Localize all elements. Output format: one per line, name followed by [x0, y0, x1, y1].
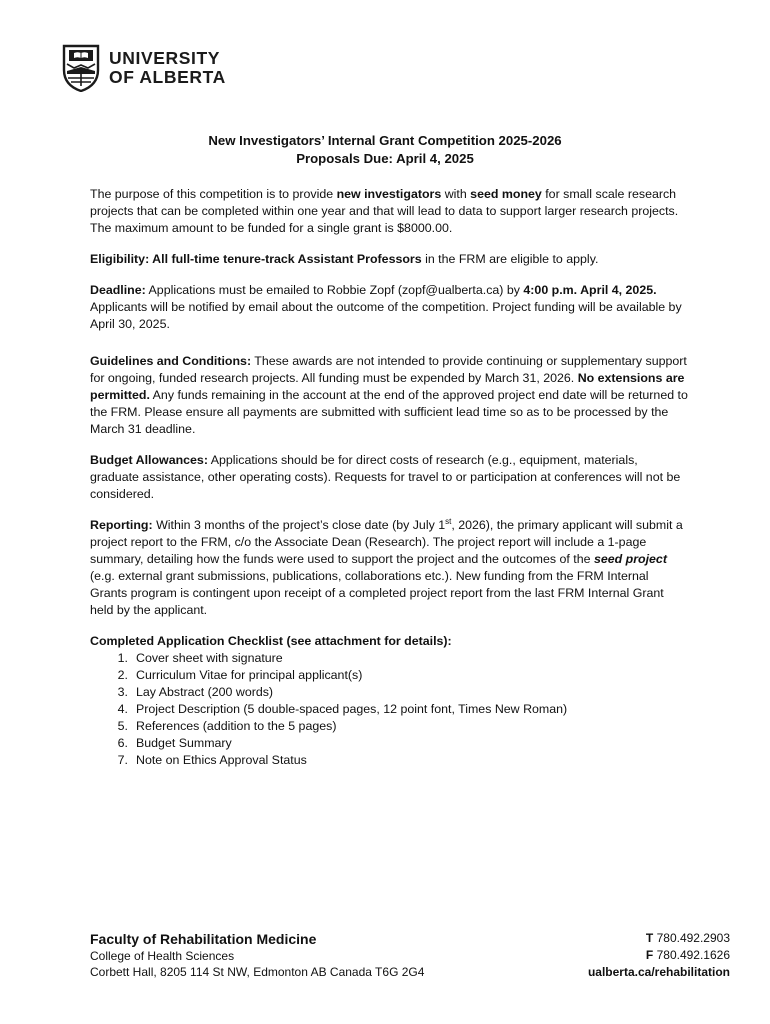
checklist-heading-text: Completed Application Checklist (see attachment for details):	[90, 634, 452, 648]
checklist-heading	[90, 633, 688, 650]
reporting-paragraph	[90, 517, 688, 619]
list-item	[90, 684, 688, 701]
purpose-text-3: for small scale research projects that can be completed within one year and that will lead to data to support larger research projects. The maximum amount to be funded for a single grant is $8000.00.	[90, 187, 679, 235]
list-item-number: 6.	[117, 736, 128, 750]
list-item-number: 7.	[117, 753, 128, 767]
footer-college: College of Health Sciences	[90, 949, 235, 963]
guidelines-text-1: These awards are not intended to provide continuing or supplementary support for ongoing, funded research projects. All funding must be expended by March 31, 2026.	[90, 354, 687, 385]
deadline-text-1: Applications must be emailed to Robbie Zopf (zopf@ualberta.ca) by	[145, 283, 524, 297]
list-item-text: Note on Ethics Approval Status	[136, 753, 307, 767]
eligibility-text: in the FRM are eligible to apply.	[421, 252, 599, 266]
deadline-text-2: Applicants will be notified by email about the outcome of the competition. Project funding will be available by April 30, 2025.	[90, 300, 682, 331]
guidelines-label: Guidelines and Conditions:	[90, 354, 252, 368]
list-item	[90, 667, 688, 684]
list-item-text: Budget Summary	[136, 736, 232, 750]
budget-paragraph	[90, 452, 688, 503]
list-item	[90, 752, 688, 769]
document-body	[90, 186, 688, 769]
list-item-text: Cover sheet with signature	[136, 651, 283, 665]
footer-fax	[588, 947, 730, 964]
reporting-label: Reporting:	[90, 518, 153, 532]
logo-line-2: OF ALBERTA	[109, 67, 226, 87]
list-item	[90, 735, 688, 752]
eligibility-label: Eligibility: All full-time tenure-track Assistant Professors	[90, 252, 422, 266]
reporting-sup: st	[445, 516, 452, 526]
footer-phone-label: T	[645, 931, 654, 945]
list-item-number: 2.	[117, 668, 128, 682]
reporting-text-2: , 2026), the primary applicant will submit a project report to the FRM, c/o the Associate Dean (Research). The project report will include a 1-page summary, detailing how the funds were used to support the project and the outcomes of the	[90, 518, 683, 566]
footer-phone	[588, 930, 730, 947]
list-item-number: 4.	[117, 702, 128, 716]
guidelines-text-2: Any funds remaining in the account at the end of the approved project end date will be returned to the FRM. Please ensure all payments are submitted with sufficient lead time so as to be processed by the March 31 deadline.	[90, 388, 688, 436]
footer-fax-label: F	[645, 948, 654, 962]
list-item-number: 1.	[117, 651, 128, 665]
university-shield-icon	[62, 44, 100, 92]
purpose-bold-1: new investigators	[336, 187, 442, 201]
list-item	[90, 701, 688, 718]
list-item-number: 3.	[117, 685, 128, 699]
logo-line-1: UNIVERSITY	[109, 48, 221, 68]
logo-text	[109, 49, 226, 87]
guidelines-paragraph	[90, 353, 688, 438]
document-title	[0, 132, 770, 168]
title-line-2: Proposals Due: April 4, 2025	[296, 151, 474, 166]
guidelines-bold: No extensions are permitted.	[90, 371, 685, 402]
footer-phone-number: 780.492.2903	[656, 931, 730, 945]
deadline-paragraph	[90, 282, 688, 333]
list-item-number: 5.	[117, 719, 128, 733]
budget-label: Budget Allowances:	[90, 453, 208, 467]
purpose-paragraph	[90, 186, 688, 237]
reporting-text-1: Within 3 months of the project’s close date (by July 1	[152, 518, 446, 532]
purpose-bold-2: seed money	[470, 187, 542, 201]
deadline-label: Deadline:	[90, 283, 146, 297]
footer-faculty: Faculty of Rehabilitation Medicine	[90, 931, 317, 947]
reporting-text-3: (e.g. external grant submissions, publications, collaborations etc.). New funding from the FRM Internal Grants program is contingent upon receipt of a completed project report from the last FRM Internal Grant held by the applicant.	[90, 569, 664, 617]
footer-website-link[interactable]: ualberta.ca/rehabilitation	[587, 965, 730, 979]
reporting-bold-italic: seed project	[593, 552, 667, 566]
list-item-text: Lay Abstract (200 words)	[136, 685, 274, 699]
budget-text: Applications should be for direct costs of research (e.g., equipment, materials, graduate assistance, other operating costs). Requests for travel to or participation at conferences will not be considered.	[90, 453, 681, 501]
university-logo	[62, 44, 226, 92]
deadline-bold: 4:00 p.m. April 4, 2025.	[523, 283, 657, 297]
purpose-text-2: with	[441, 187, 471, 201]
list-item-text: Project Description (5 double-spaced pages, 12 point font, Times New Roman)	[136, 702, 568, 716]
list-item	[90, 718, 688, 735]
footer-contact-block	[588, 930, 730, 981]
footer-address: Corbett Hall, 8205 114 St NW, Edmonton AB Canada T6G 2G4	[90, 965, 425, 979]
list-item-text: Curriculum Vitae for principal applicant(s)	[136, 668, 363, 682]
purpose-text-1: The purpose of this competition is to provide	[90, 187, 337, 201]
footer-fax-number: 780.492.1626	[656, 948, 730, 962]
list-item-text: References (addition to the 5 pages)	[136, 719, 337, 733]
footer-address-block	[90, 930, 424, 980]
list-item	[90, 650, 688, 667]
title-line-1: New Investigators’ Internal Grant Competition 2025-2026	[208, 133, 562, 148]
checklist	[90, 650, 688, 769]
eligibility-paragraph	[90, 251, 688, 268]
